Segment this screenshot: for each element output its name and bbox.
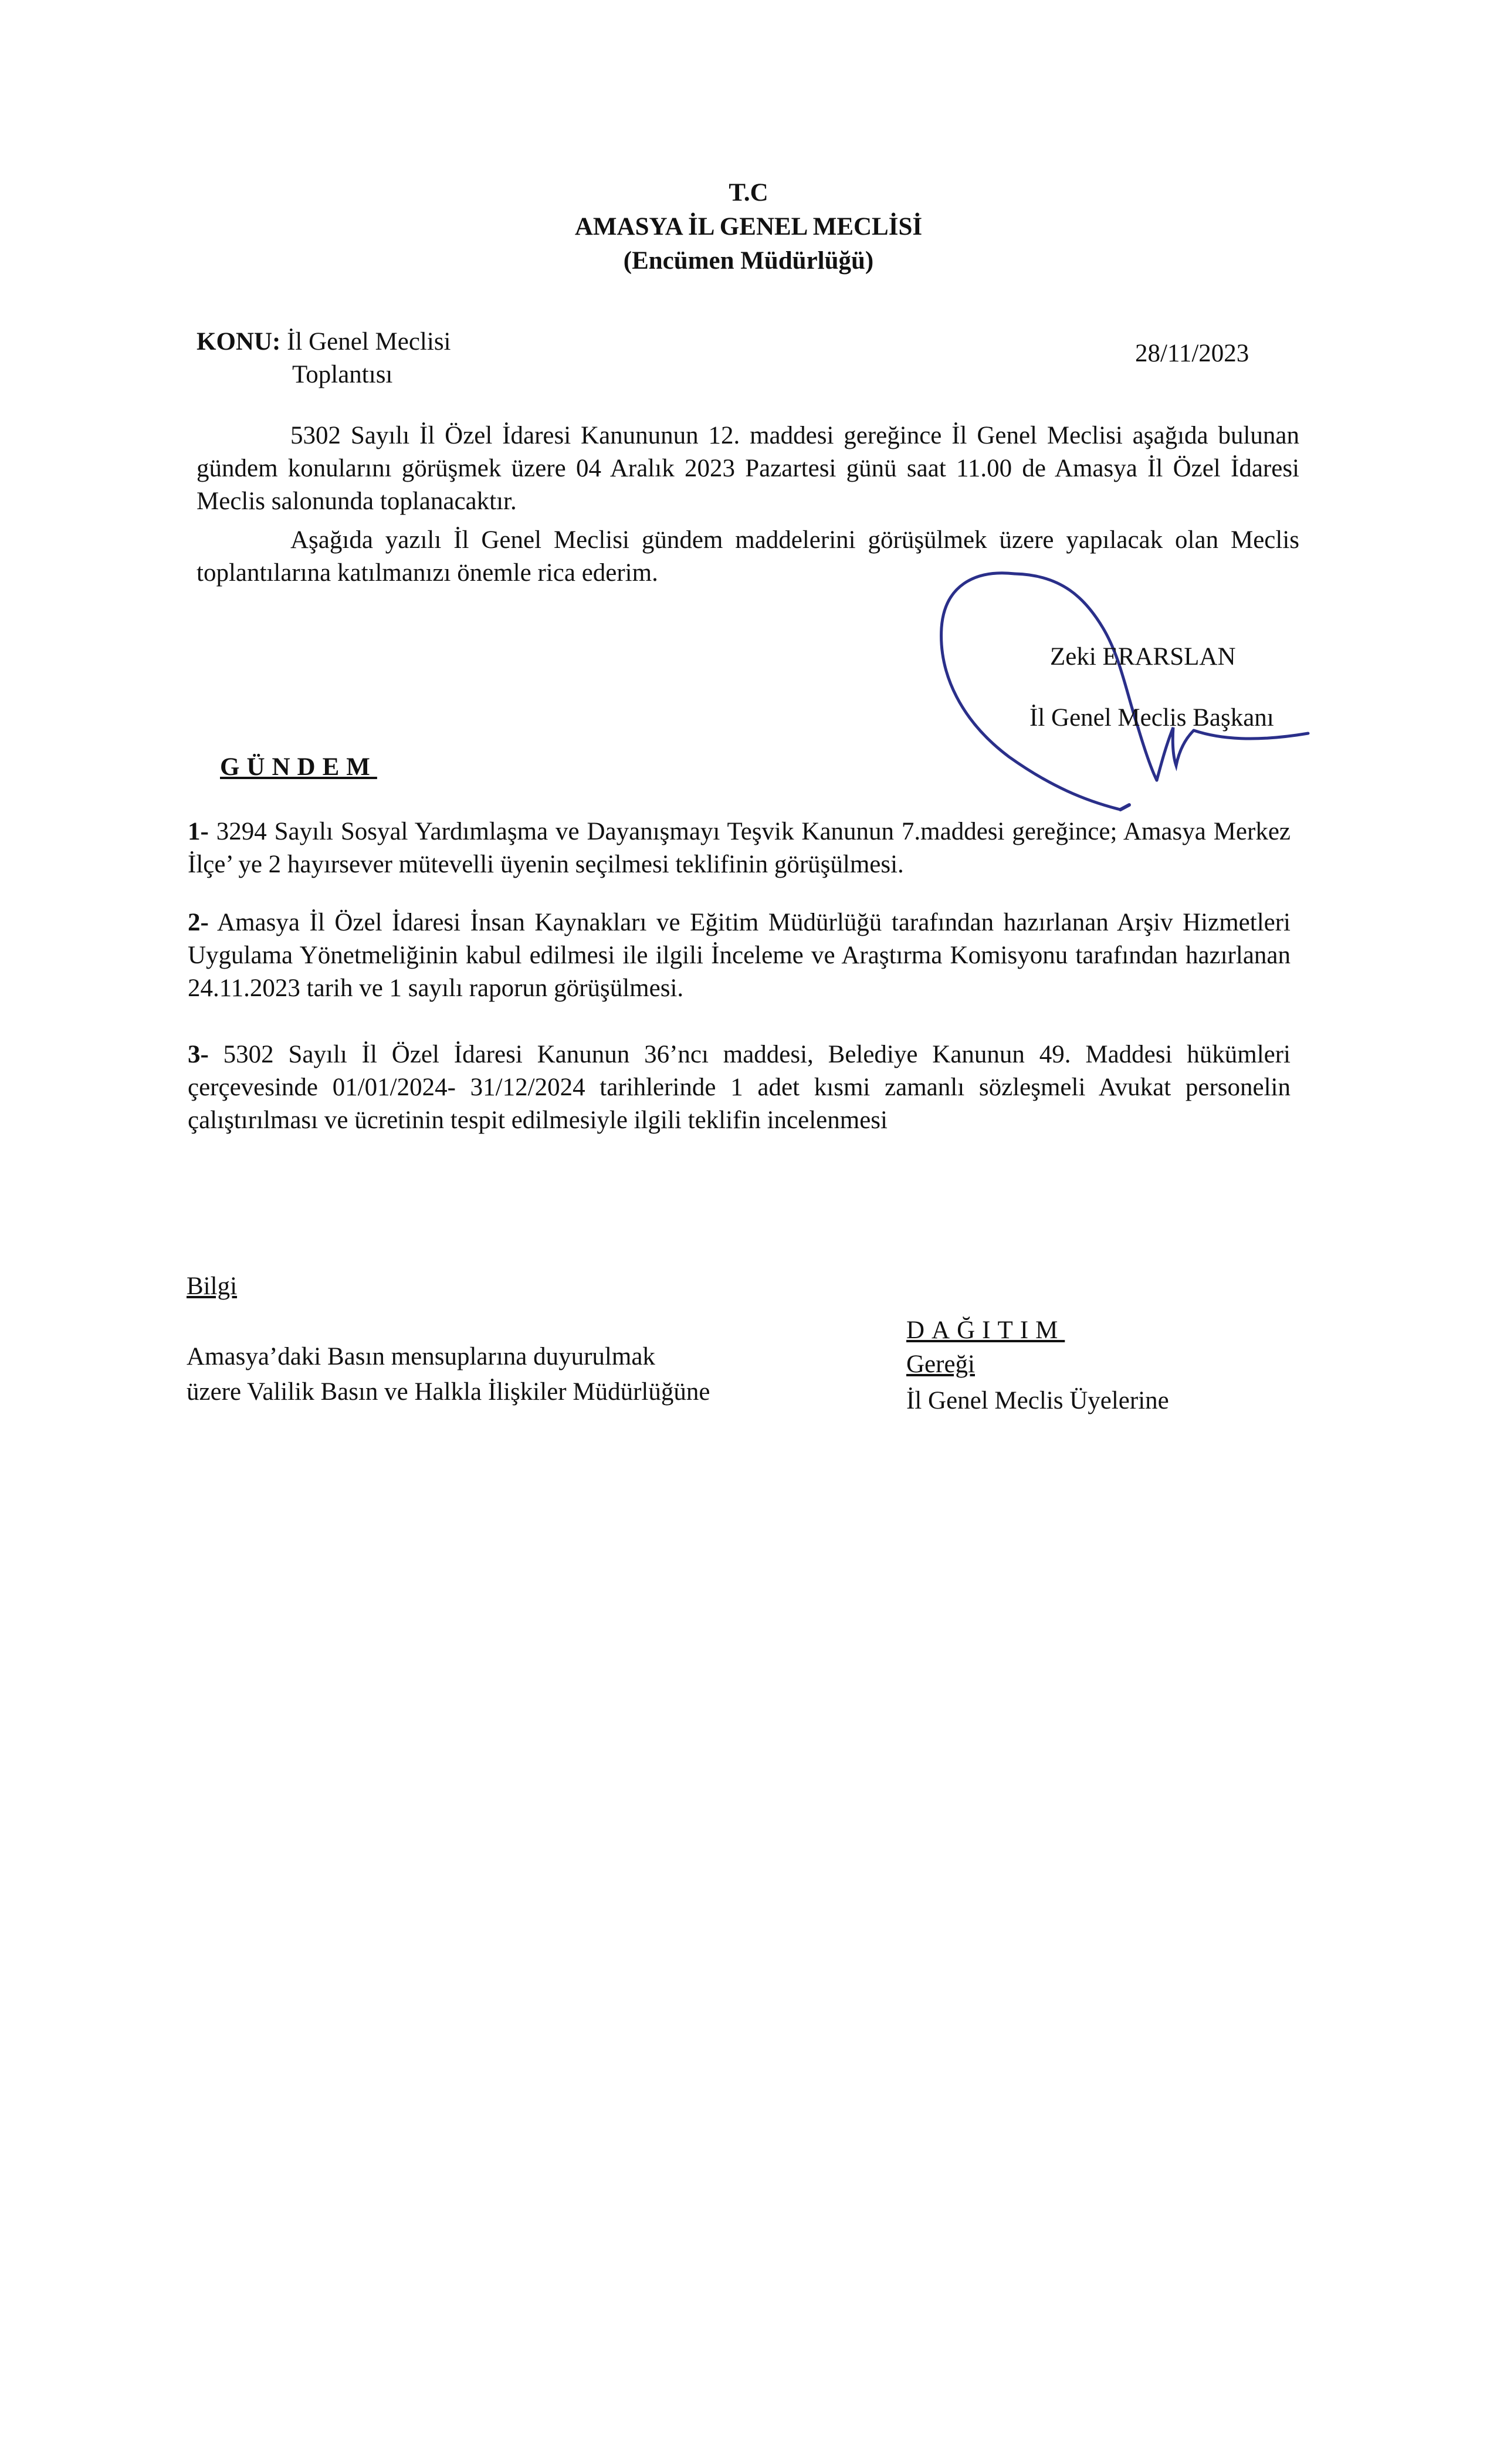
info-line-2: üzere Valilik Basın ve Halkla İlişkiler Müdürlüğüne bbox=[187, 1378, 710, 1406]
distribution-heading: DAĞITIM bbox=[906, 1316, 1065, 1344]
agenda-item-number: 3- bbox=[188, 1041, 209, 1068]
subject-line2: Toplantısı bbox=[292, 361, 393, 388]
agenda-item-text: 3294 Sayılı Sosyal Yardımlaşma ve Dayanışmayı Teşvik Kanunun 7.maddesi gereğince; Amasya Merkez İlçe’ ye 2 hayırsever mütevelli üyenin seçilmesi teklifinin görüşülmesi. bbox=[188, 818, 1291, 878]
info-heading: Bilgi bbox=[187, 1272, 238, 1300]
subject-label: KONU: bbox=[197, 328, 281, 356]
document-date: 28/11/2023 bbox=[1135, 340, 1249, 367]
agenda-item-number: 1- bbox=[188, 818, 209, 845]
signatory-name: Zeki ERARSLAN bbox=[1050, 643, 1236, 671]
agenda-item-number: 2- bbox=[188, 909, 209, 936]
info-line-1: Amasya’daki Basın mensuplarına duyurulmak bbox=[187, 1343, 655, 1370]
distribution-line-1: İl Genel Meclis Üyelerine bbox=[906, 1387, 1169, 1414]
agenda-heading: GÜNDEM bbox=[220, 753, 377, 781]
subject-block bbox=[197, 326, 451, 358]
subject-line1: İl Genel Meclisi bbox=[287, 328, 451, 356]
distribution-sub: Gereği bbox=[906, 1351, 975, 1378]
agenda-item-2 bbox=[188, 906, 1291, 1005]
signature-mark-icon bbox=[927, 563, 1326, 833]
header-department: (Encümen Müdürlüğü) bbox=[623, 247, 874, 275]
agenda-item-text: Amasya İl Özel İdaresi İnsan Kaynakları ve Eğitim Müdürlüğü tarafından hazırlanan Arşiv Hizmetleri Uygulama Yönetmeliğinin kabul edilmesi ile ilgili İnceleme ve Araştırma Komisyonu tarafından hazırlanan 24.11.2023 tarih ve 1 sayılı raporun görüşülmesi. bbox=[188, 909, 1291, 1002]
signatory-title: İl Genel Meclis Başkanı bbox=[1029, 704, 1274, 732]
body-paragraph-1: 5302 Sayılı İl Özel İdaresi Kanununun 12. maddesi gereğince İl Genel Meclisi aşağıda bulunan gündem konularını görüşmek üzere 04 Aralık 2023 Pazartesi günü saat 11.00 de Amasya İl Özel İdaresi Meclis salonunda toplanacaktır. bbox=[197, 422, 1299, 515]
agenda-item-text: 5302 Sayılı İl Özel İdaresi Kanunun 36’ncı maddesi, Belediye Kanunun 49. Maddesi hükümleri çerçevesinde 01/01/2024- 31/12/2024 tarihlerinde 1 adet kısmi zamanlı sözleşmeli Avukat personelin çalıştırılması ve ücretinin tespit edilmesiyle ilgili teklifin incelenmesi bbox=[188, 1041, 1291, 1134]
header-institution: AMASYA İL GENEL MECLİSİ bbox=[574, 213, 923, 241]
agenda-item-3 bbox=[188, 1038, 1291, 1137]
agenda-item-1 bbox=[188, 815, 1291, 881]
body-paragraph-2: Aşağıda yazılı İl Genel Meclisi gündem maddelerini görüşülmek üzere yapılacak olan Meclis toplantılarına katılmanızı önemle rica ederim. bbox=[197, 526, 1299, 587]
header-tc: T.C bbox=[729, 179, 768, 207]
